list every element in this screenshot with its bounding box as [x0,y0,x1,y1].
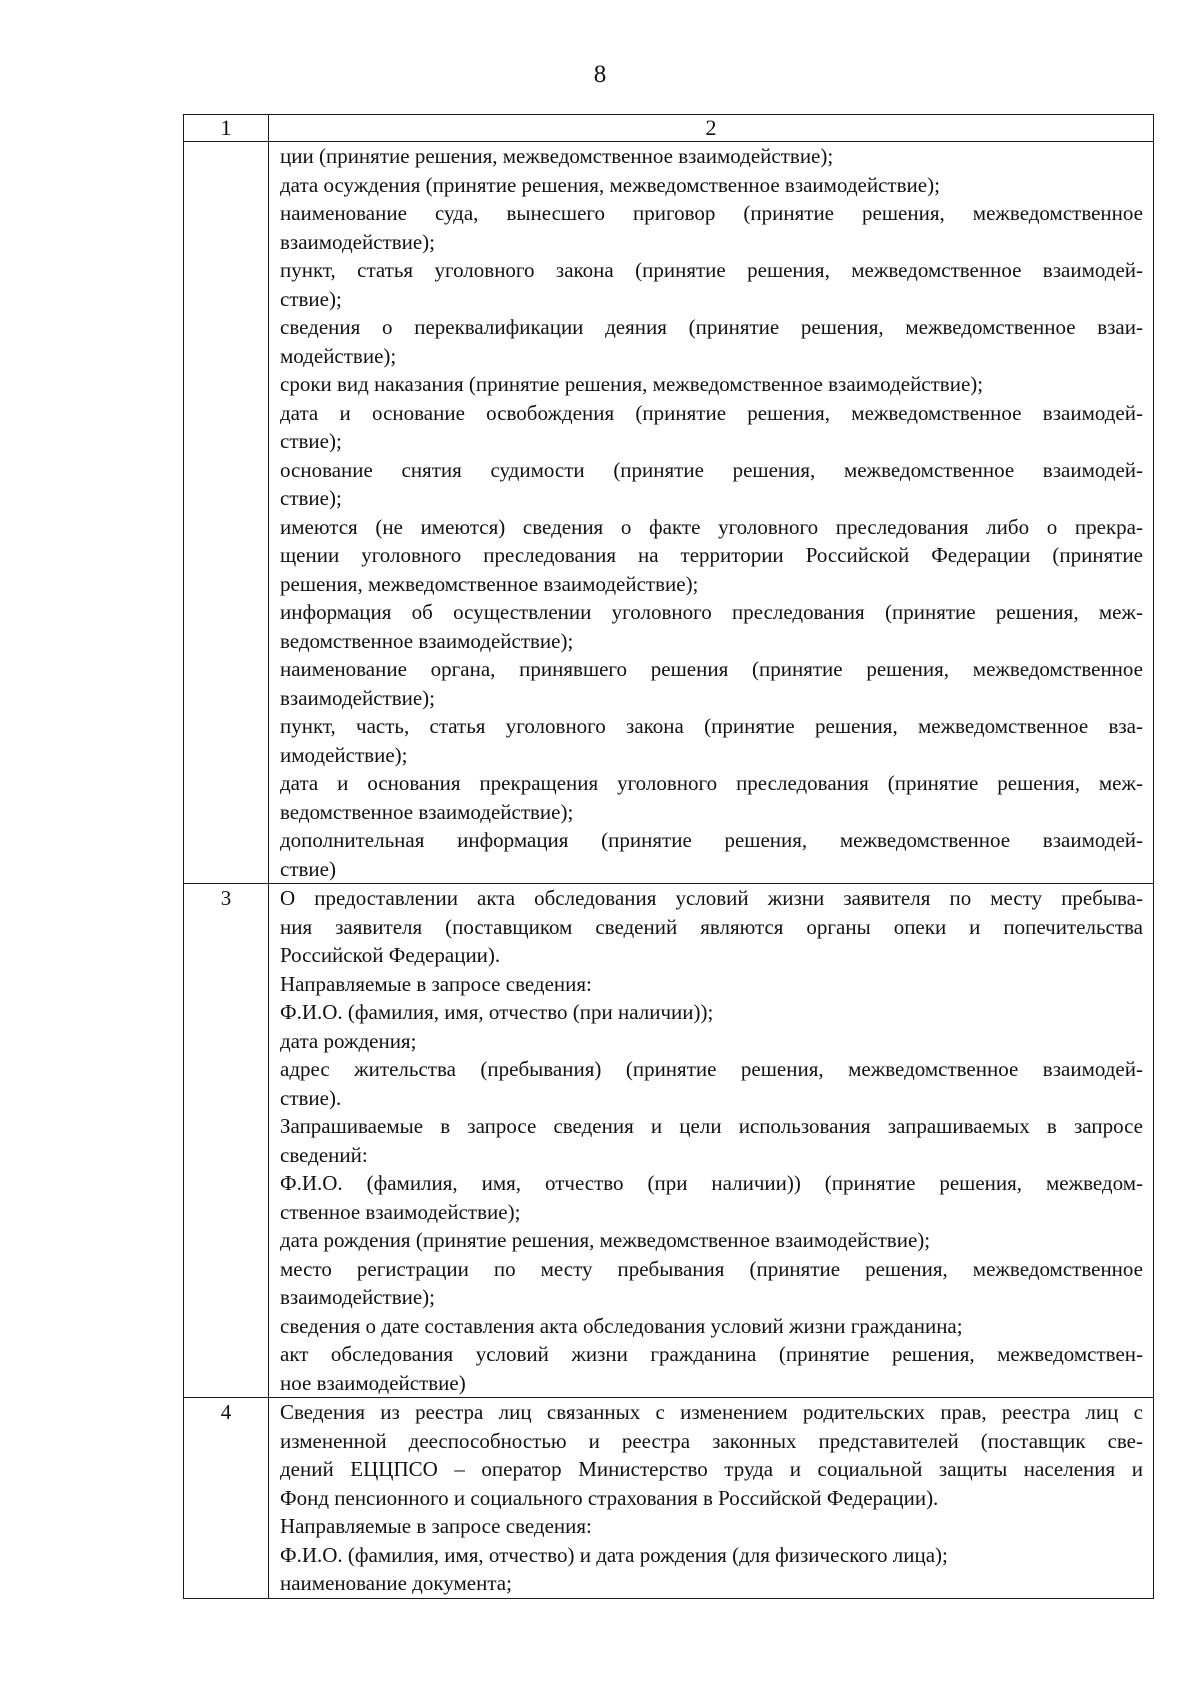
text-line: решения, межведомственное взаимодействие); [280,571,699,596]
row-number: 3 [184,884,269,1398]
text-line: щении уголовного преследования на территории Российской Федерации (принятие [280,543,1143,567]
text-line: сроки вид наказания (принятие решения, межведомственное взаимодействие); [280,372,984,396]
text-line: взаимодействие); [280,1285,435,1309]
text-line: дата рождения; [280,1028,417,1053]
text-line: дата рождения (принятие решения, межведомственное взаимодействие); [280,1228,931,1252]
text-line: Ф.И.О. (фамилия, имя, отчество) и дата рождения (для физического лица); [280,1542,948,1567]
text-line: ведомственное взаимодействие); [280,628,574,653]
text-line: О предоставлении акта обследования условий жизни заявителя по месту пребыва- [280,886,1143,910]
text-line: ствие). [280,1085,342,1110]
text-line: Запрашиваемые в запросе сведения и цели использования запрашиваемых в запросе [280,1114,1143,1138]
table-body [184,142,1154,1599]
text-line: наименование органа, принявшего решения (принятие решения, межведомственное [280,657,1143,681]
text-line: ствие); [280,429,342,453]
text-line: наименование документа; [280,1571,512,1595]
text-line: дений ЕЦЦПСО – оператор Министерство труда и социальной защиты населения и [280,1457,1143,1481]
table-row [184,142,1154,884]
text-line: имеются (не имеются) сведения о факте уголовного преследования либо о прекра- [280,514,1143,539]
row-content [269,884,1154,1398]
text-line: наименование суда, вынесшего приговор (принятие решения, межведомственное [280,201,1143,225]
row-content [269,142,1154,884]
text-line: Российской Федерации). [280,943,501,967]
row-number [184,142,269,884]
text-line: имодействие); [280,742,408,767]
text-line: дополнительная информация (принятие решения, межведомственное взаимодей- [280,828,1143,852]
text-line: дата осуждения (принятие решения, межведомственное взаимодействие); [280,172,940,197]
text-line: Направляемые в запросе сведения: [280,971,592,996]
text-line: место регистрации по месту пребывания (принятие решения, межведомственное [280,1256,1143,1281]
text-line: ственное взаимодействие); [280,1199,521,1224]
text-line: ное взаимодействие) [280,1370,466,1395]
text-line: Ф.И.О. (фамилия, имя, отчество (при наличии)); [280,1000,714,1024]
column-1-header: 1 [184,115,269,142]
text-line: адрес жительства (пребывания) (принятие решения, межведомственное взаимодей- [280,1057,1143,1081]
text-line: Ф.И.О. (фамилия, имя, отчество (при наличии)) (принятие решения, межведом- [280,1171,1143,1195]
page-number: 8 [593,61,607,88]
text-line: основание снятия судимости (принятие решения, межведомственное взаимодей- [280,457,1143,482]
text-line: сведения о переквалификации деяния (принятие решения, межведомственное взаи- [280,315,1143,339]
text-line: сведения о дате составления акта обследования условий жизни гражданина; [280,1313,963,1338]
column-2-header: 2 [269,115,1154,142]
text-line: ния заявителя (поставщиком сведений являются органы опеки и попечительства [280,914,1143,939]
text-line: дата и основание освобождения (принятие решения, межведомственное взаимодей- [280,400,1143,425]
requests-table [183,114,1154,1599]
text-line: взаимодействие); [280,685,435,710]
text-line: ведомственное взаимодействие); [280,799,574,824]
text-line: ствие); [280,286,342,311]
text-line: ции (принятие решения, межведомственное взаимодействие); [280,144,834,168]
text-line: пункт, статья уголовного закона (принятие решения, межведомственное взаимодей- [280,258,1143,282]
text-line: дата и основания прекращения уголовного преследования (принятие решения, меж- [280,771,1143,795]
text-line: измененной дееспособностью и реестра законных представителей (поставщик све- [280,1428,1143,1453]
table-row [184,884,1154,1398]
text-line: Сведения из реестра лиц связанных с изменением родительских прав, реестра лиц с [280,1400,1143,1424]
text-line: Направляемые в запросе сведения: [280,1514,592,1538]
row-content [269,1398,1154,1599]
text-line: модействие); [280,343,397,368]
text-line: пункт, часть, статья уголовного закона (принятие решения, межведомственное вза- [280,714,1143,738]
text-line: Фонд пенсионного и социального страхования в Российской Федерации). [280,1485,939,1510]
text-line: ствие); [280,486,342,510]
text-line: акт обследования условий жизни гражданина (принятие решения, межведомствен- [280,1342,1143,1366]
text-line: сведений: [280,1142,368,1167]
table-row [184,1398,1154,1599]
text-line: ствие) [280,856,336,881]
table-header-row [184,115,1154,142]
text-line: взаимодействие); [280,229,435,254]
text-line: информация об осуществлении уголовного преследования (принятие решения, меж- [280,600,1143,624]
row-number: 4 [184,1398,269,1599]
